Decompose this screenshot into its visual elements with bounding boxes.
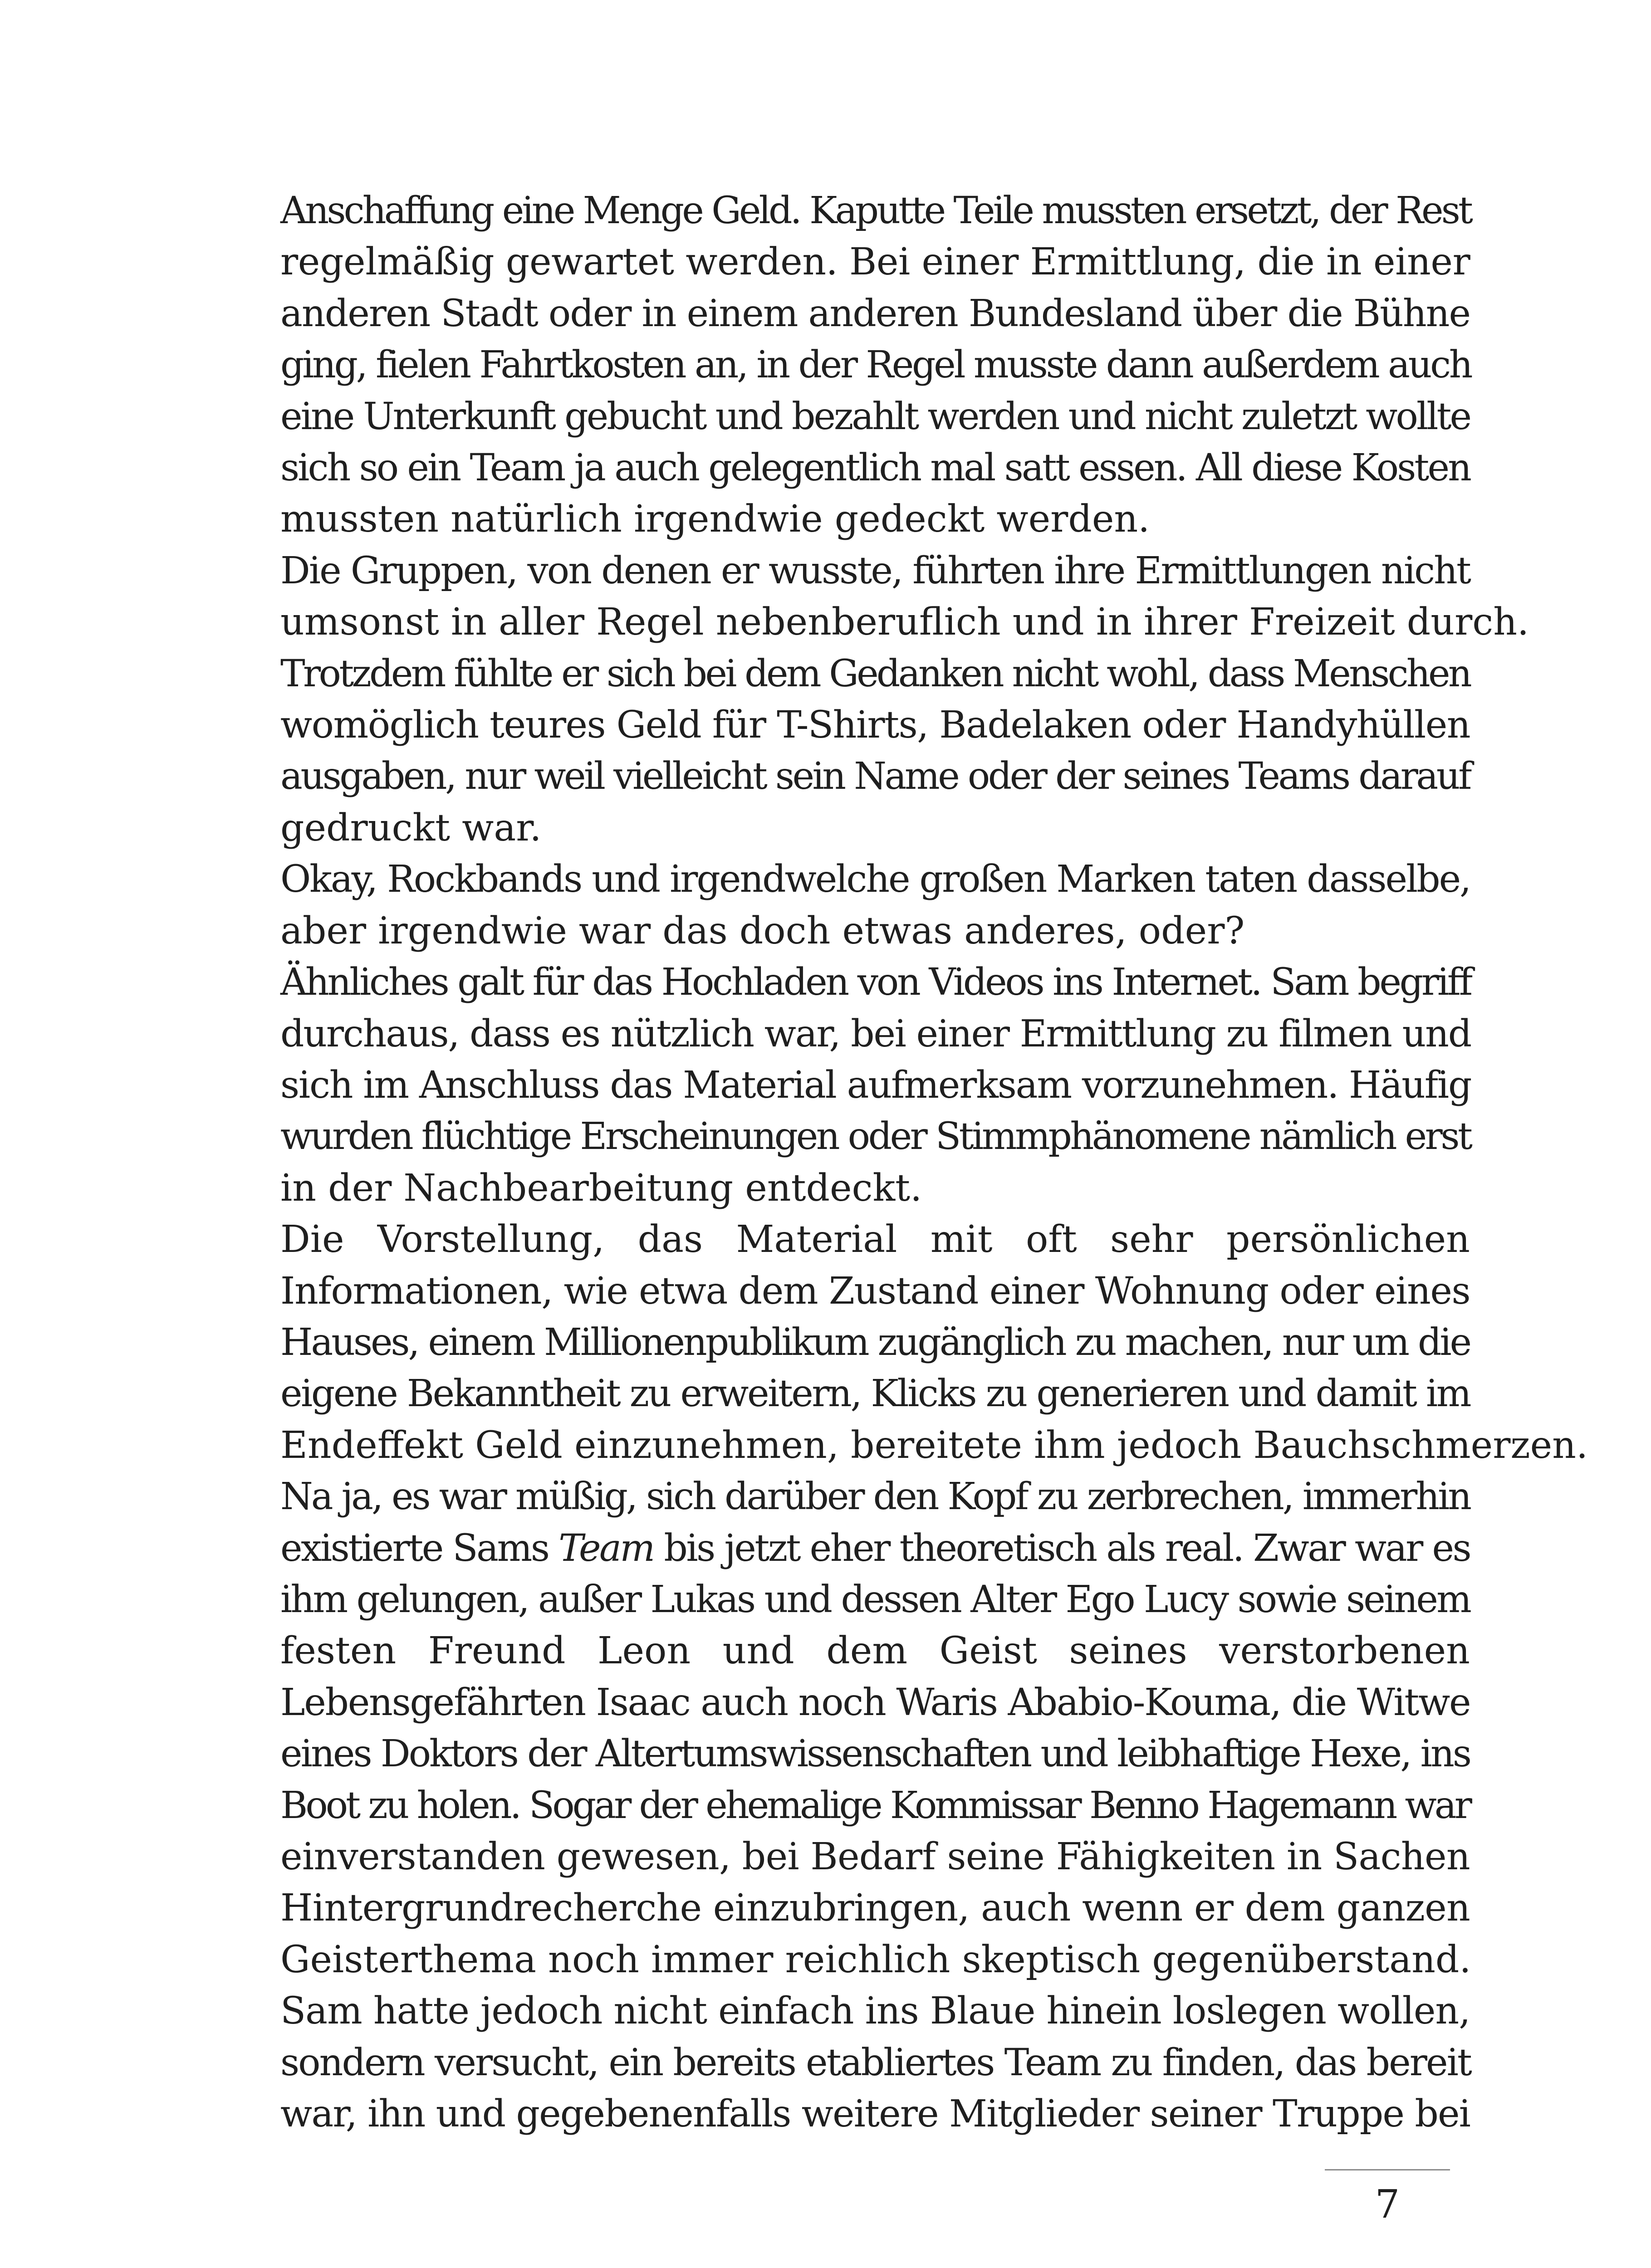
paragraph [280,545,1529,648]
text-line: sich so ein Team ja auch gelegentlich mal satt essen. All diese Kosten [280,446,1470,490]
paragraph [280,648,1470,854]
text-line: wurden flüchtige Erscheinungen oder Stimmphänomene nämlich erst [280,1115,1471,1158]
paragraph [280,185,1470,545]
text-line: war, ihn und gegebenenfalls weitere Mitglieder seiner Truppe bei [280,2092,1470,2136]
text-line: umsonst in aller Regel nebenberuflich und in ihrer Freizeit durch. [280,601,1529,644]
paragraph [280,957,1470,1214]
text-line: anderen Stadt oder in einem anderen Bundesland über die Bühne [280,292,1470,335]
text-line: Endeffekt Geld einzunehmen, bereitete ihm jedoch Bauchschmerzen. [280,1423,1588,1467]
text-line: Geisterthema noch immer reichlich skeptisch gegenüberstand. [280,1938,1471,1981]
text-line-with-emphasis [280,1523,1470,1574]
text-line: womöglich teures Geld für T-Shirts, Badelaken oder Handyhüllen [280,704,1470,747]
text-line: sondern versucht, ein bereits etabliertes Team zu finden, das bereit [280,2041,1471,2084]
text-line: gedruckt war. [280,806,542,850]
text-line: aber irgendwie war das doch etwas anderes, oder? [280,909,1245,953]
text-line: Sam hatte jedoch nicht einfach ins Blaue hinein loslegen wollen, [280,1989,1470,2033]
text-line: eigene Bekanntheit zu erweitern, Klicks zu generieren und damit im [280,1372,1470,1416]
text-line: Informationen, wie etwa dem Zustand einer Wohnung oder eines [280,1269,1470,1313]
text-line: ging, fielen Fahrtkosten an, in der Regel musste dann außerdem auch [280,343,1471,387]
paragraph [280,1985,1470,2140]
text-line: sich im Anschluss das Material aufmerksam vorzunehmen. Häufig [280,1063,1471,1107]
text-line: festen Freund Leon und dem Geist seines verstorbenen [280,1629,1470,1673]
text-line: ihm gelungen, außer Lukas und dessen Alter Ego Lucy sowie seinem [280,1578,1470,1621]
text-line: ausgaben, nur weil vielleicht sein Name oder der seines Teams darauf [280,755,1470,798]
text-line: Na ja, es war müßig, sich darüber den Kopf zu zerbrechen, immerhin [280,1475,1470,1519]
text-line: Boot zu holen. Sogar der ehemalige Kommissar Benno Hagemann war [280,1784,1470,1827]
text-line: Hauses, einem Millionenpublikum zugänglich zu machen, nur um die [280,1320,1470,1364]
page-number: 7 [1375,2182,1400,2227]
text-line: eines Doktors der Altertumswissenschaften und leibhaftige Hexe, ins [280,1732,1470,1776]
text-line: Hintergrundrecherche einzubringen, auch wenn er dem ganzen [280,1887,1470,1930]
text-line: regelmäßig gewartet werden. Bei einer Ermittlung, die in einer [280,240,1470,284]
text-line: eine Unterkunft gebucht und bezahlt werden und nicht zuletzt wollte [280,395,1470,438]
text-run: bis jetzt eher theoretisch als real. Zwar war es [653,1526,1470,1570]
text-line: Okay, Rockbands und irgendwelche großen Marken taten dasselbe, [280,858,1470,901]
footer-divider [1325,2169,1450,2170]
paragraph [280,854,1470,957]
text-run: existierte Sams [280,1526,559,1570]
body-text [280,185,1588,2140]
text-line: einverstanden gewesen, bei Bedarf seine Fähigkeiten in Sachen [280,1835,1470,1878]
text-line: Trotzdem fühlte er sich bei dem Gedanken nicht wohl, dass Menschen [280,652,1470,695]
text-line: Lebensgefährten Isaac auch noch Waris Ababio-Kouma, die Witwe [280,1681,1470,1724]
text-line: in der Nachbearbeitung entdeckt. [280,1166,922,1210]
text-line: durchaus, dass es nützlich war, bei einer Ermittlung zu filmen und [280,1012,1471,1056]
text-line: Die Vorstellung, das Material mit oft sehr persönlichen [280,1218,1470,1261]
text-line: Anschaffung eine Menge Geld. Kaputte Teile mussten ersetzt, der Rest [280,189,1471,232]
paragraph [280,1214,1588,1471]
text-line: Ähnliches galt für das Hochladen von Videos ins Internet. Sam begriff [280,961,1471,1004]
emphasized-word: Team [558,1526,654,1570]
paragraph [280,1471,1470,1985]
text-line: Die Gruppen, von denen er wusste, führten ihre Ermittlungen nicht [280,549,1470,592]
text-line: mussten natürlich irgendwie gedeckt werden. [280,498,1150,541]
